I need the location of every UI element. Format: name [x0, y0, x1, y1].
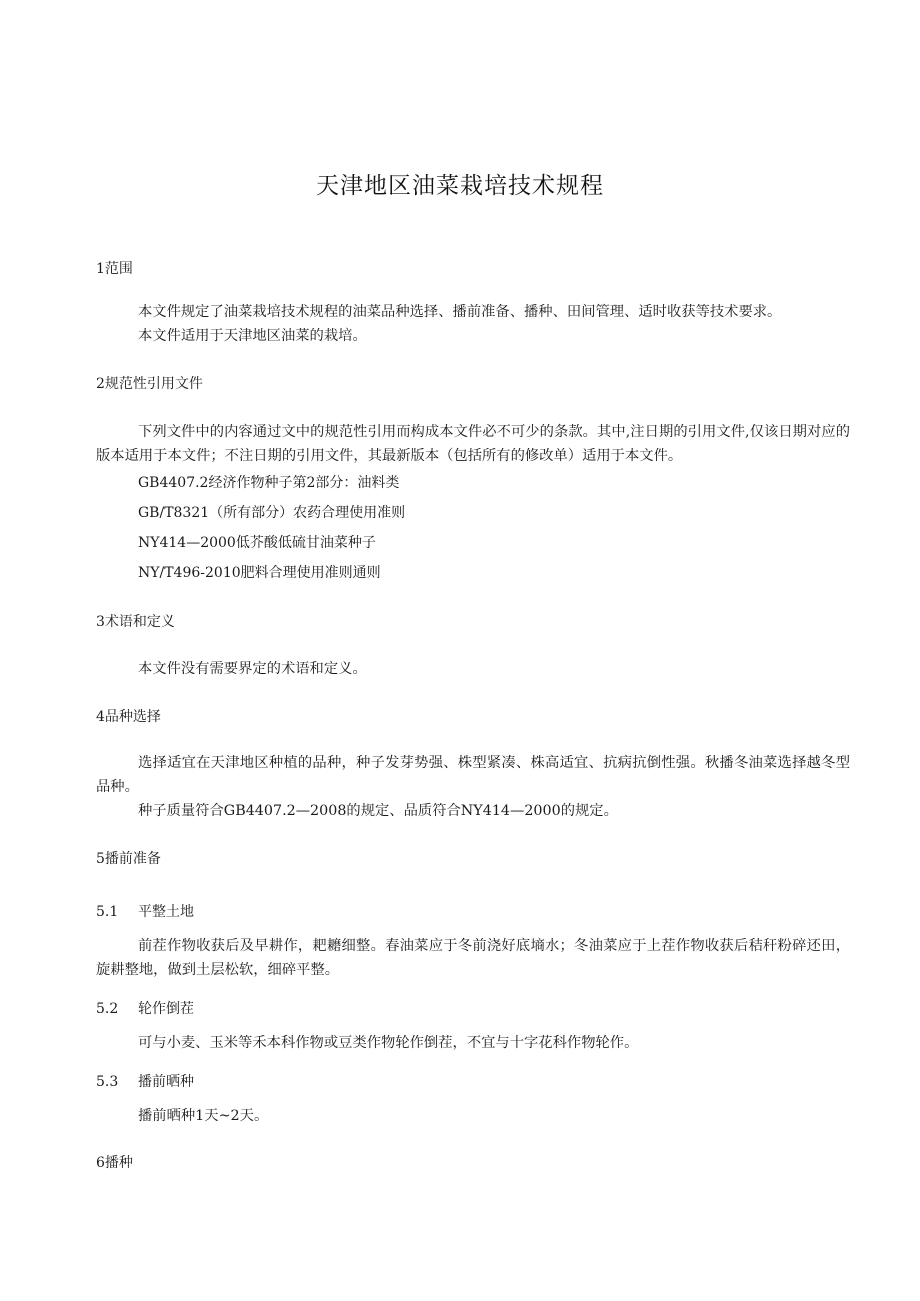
section-heading-sowing: 6播种 — [96, 1155, 133, 1171]
paragraph: 种子质量符合GB4407.2—2008的规定、品质符合NY414—2000的规定。 — [138, 803, 618, 819]
subsection-heading — [96, 901, 194, 923]
section-heading-terms: 3术语和定义 — [96, 614, 175, 630]
subsection-title: 播前晒种 — [138, 1074, 194, 1090]
paragraph: 下列文件中的内容通过文中的规范性引用而构成本文件必不可少的条款。其中,注日期的引用文件,仅该日期对应的版本适用于本文件；不注日期的引用文件，其最新版本（包括所有的修改单）适用于本文件。 — [96, 424, 850, 464]
paragraph: 可与小麦、玉米等禾本科作物或豆类作物轮作倒茬，不宜与十字花科作物轮作。 — [138, 1035, 639, 1051]
reference-item: NY/T496-2010肥料合理使用准则通则 — [138, 565, 381, 581]
section-heading-scope: 1范围 — [96, 261, 133, 277]
paragraph: 播前晒种1天~2天。 — [138, 1108, 269, 1124]
reference-item: GB/T8321（所有部分）农药合理使用准则 — [138, 505, 406, 521]
subsection-title: 轮作倒茬 — [138, 1001, 194, 1017]
paragraph: 选择适宜在天津地区种植的品种，种子发芽势强、株型紧凑、株高适宜、抗病抗倒性强。秋播冬油菜选择越冬型品种。 — [96, 755, 850, 795]
subsection-number: 5.3 — [96, 1074, 119, 1090]
reference-item: GB4407.2经济作物种子第2部分：油料类 — [138, 475, 400, 491]
document-title: 天津地区油菜栽培技术规程 — [316, 173, 604, 199]
section-heading-variety-selection: 4品种选择 — [96, 709, 161, 725]
subsection-number: 5.1 — [96, 904, 119, 920]
section-heading-sowing-preparation: 5播前准备 — [96, 851, 161, 867]
subsection-title: 平整土地 — [138, 904, 194, 920]
paragraph: 前茬作物收获后及早耕作，耙耱细整。春油菜应于冬前浇好底墒水；冬油菜应于上茬作物收获后秸秆粉碎还田，旋耕整地，做到土层松软，细碎平整。 — [96, 938, 850, 978]
section-heading-normative-references: 2规范性引用文件 — [96, 376, 203, 392]
subsection-heading — [96, 1071, 194, 1093]
reference-item: NY414—2000低芥酸低硫甘油菜种子 — [138, 535, 376, 551]
subsection-heading — [96, 998, 194, 1020]
paragraph: 本文件规定了油菜栽培技术规程的油菜品种选择、播前准备、播种、田间管理、适时收获等技术要求。 — [138, 304, 782, 320]
paragraph: 本文件没有需要界定的术语和定义。 — [138, 661, 367, 677]
subsection-number: 5.2 — [96, 1001, 119, 1017]
paragraph: 本文件适用于天津地区油菜的栽培。 — [138, 328, 367, 344]
